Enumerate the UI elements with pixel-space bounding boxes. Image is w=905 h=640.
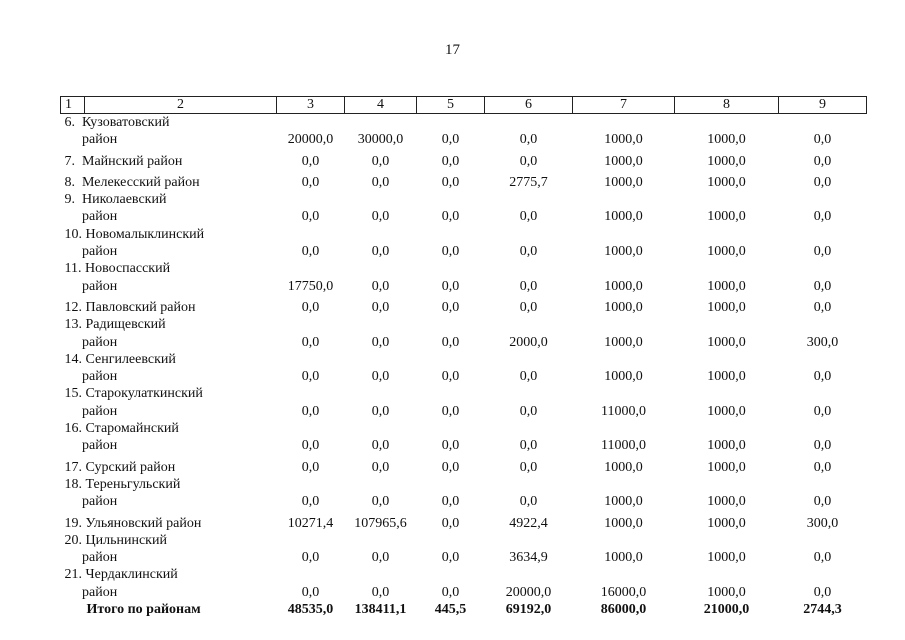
district-name-line: 15. Старокулаткинский — [64, 386, 203, 402]
value-cell-col8: 1000,0 — [707, 153, 746, 169]
column-header: 7 — [573, 97, 675, 114]
district-name-cell — [61, 149, 277, 170]
data-table — [60, 96, 867, 618]
district-name-cell — [61, 476, 277, 511]
table-header — [61, 97, 867, 114]
district-name-cell — [61, 295, 277, 316]
value-cell-col7: 11000,0 — [601, 403, 646, 419]
value-cell-col7: 11000,0 — [601, 438, 646, 454]
value-cell-col7: 1000,0 — [604, 132, 643, 148]
total-value-col7: 86000,0 — [600, 602, 647, 618]
district-name-line: 11. Новоспасский — [64, 261, 171, 277]
column-header: 6 — [485, 97, 573, 114]
table-row — [61, 385, 867, 420]
value-cell-col3: 0,0 — [301, 369, 320, 385]
district-name-cell — [61, 316, 277, 351]
table-row — [61, 351, 867, 386]
value-cell-col8: 1000,0 — [707, 584, 746, 600]
value-cell-col8: 1000,0 — [707, 244, 746, 260]
table-row — [61, 295, 867, 316]
district-name-line: 7. Майнский район — [64, 153, 183, 169]
value-cell-col6: 0,0 — [519, 369, 538, 385]
district-name-line: район — [64, 550, 118, 566]
value-cell-col6: 2000,0 — [509, 334, 548, 350]
value-cell-col4: 0,0 — [371, 244, 390, 260]
value-cell-col3: 0,0 — [301, 153, 320, 169]
district-name-line: 12. Павловский район — [64, 299, 196, 315]
district-name-line: район — [64, 369, 118, 385]
total-value-col6: 69192,0 — [505, 602, 552, 618]
value-cell-col6: 0,0 — [519, 403, 538, 419]
district-name-line: 19. Ульяновский район — [64, 515, 202, 531]
value-cell-col9: 300,0 — [806, 334, 839, 350]
value-cell-col3: 0,0 — [301, 209, 320, 225]
value-cell-col5: 0,0 — [441, 550, 460, 566]
district-name-line: район — [64, 209, 118, 225]
value-cell-col4: 0,0 — [371, 174, 390, 190]
value-cell-col4: 0,0 — [371, 494, 390, 510]
value-cell-col3: 10271,4 — [287, 515, 334, 531]
value-cell-col7: 1000,0 — [604, 494, 643, 510]
total-value-col8: 21000,0 — [703, 602, 750, 618]
value-cell-col5: 0,0 — [441, 174, 460, 190]
value-cell-col9: 0,0 — [813, 550, 832, 566]
value-cell-col5: 0,0 — [441, 494, 460, 510]
district-name-line: 8. Мелекесский район — [64, 174, 200, 190]
value-cell-col7: 16000,0 — [600, 584, 647, 600]
district-name-line: 21. Чердаклинский — [64, 567, 178, 583]
value-cell-col9: 0,0 — [813, 459, 832, 475]
value-cell-col4: 0,0 — [371, 550, 390, 566]
value-cell-col6: 0,0 — [519, 132, 538, 148]
total-label: Итого по районам — [86, 602, 201, 618]
table-row — [61, 170, 867, 191]
value-cell-col5: 0,0 — [441, 209, 460, 225]
header-row — [61, 97, 867, 114]
value-cell-col4: 0,0 — [371, 459, 390, 475]
column-header: 2 — [85, 97, 277, 114]
value-cell-col9: 0,0 — [813, 584, 832, 600]
total-value-col4: 138411,1 — [354, 602, 407, 618]
value-cell-col5: 0,0 — [441, 244, 460, 260]
district-name-line: район — [64, 334, 118, 350]
table-row — [61, 226, 867, 261]
value-cell-col8: 1000,0 — [707, 334, 746, 350]
value-cell-col7: 1000,0 — [604, 244, 643, 260]
data-table-container — [60, 96, 866, 618]
total-value-col9: 2744,3 — [803, 602, 842, 618]
table-row — [61, 149, 867, 170]
value-cell-col6: 0,0 — [519, 244, 538, 260]
value-cell-col4: 0,0 — [371, 438, 390, 454]
value-cell-col5: 0,0 — [441, 369, 460, 385]
value-cell-col6: 0,0 — [519, 299, 538, 315]
value-cell-col7: 1000,0 — [604, 299, 643, 315]
value-cell-col9: 0,0 — [813, 403, 832, 419]
district-name-line: 9. Николаевский — [64, 192, 167, 208]
value-cell-col4: 0,0 — [371, 403, 390, 419]
value-cell-col3: 0,0 — [301, 334, 320, 350]
value-cell-col8: 1000,0 — [707, 403, 746, 419]
district-name-cell — [61, 226, 277, 261]
district-name-line: район — [64, 438, 118, 454]
table-body — [61, 114, 867, 619]
value-cell-col6: 0,0 — [519, 278, 538, 294]
value-cell-col4: 0,0 — [371, 278, 390, 294]
value-cell-col8: 1000,0 — [707, 209, 746, 225]
value-cell-col3: 0,0 — [301, 244, 320, 260]
value-cell-col5: 0,0 — [441, 278, 460, 294]
value-cell-col3: 0,0 — [301, 403, 320, 419]
district-name-cell — [61, 385, 277, 420]
district-name-line: 6. Кузоватовский — [64, 115, 170, 130]
value-cell-col9: 0,0 — [813, 132, 832, 148]
value-cell-col9: 300,0 — [806, 515, 839, 531]
value-cell-col3: 0,0 — [301, 550, 320, 566]
value-cell-col9: 0,0 — [813, 278, 832, 294]
value-cell-col3: 0,0 — [301, 494, 320, 510]
district-name-line: район — [64, 132, 118, 148]
value-cell-col6: 2775,7 — [509, 174, 548, 190]
value-cell-col5: 0,0 — [441, 403, 460, 419]
value-cell-col7: 1000,0 — [604, 153, 643, 169]
table-row — [61, 532, 867, 567]
value-cell-col7: 1000,0 — [604, 459, 643, 475]
value-cell-col7: 1000,0 — [604, 369, 643, 385]
district-name-cell — [61, 511, 277, 532]
value-cell-col8: 1000,0 — [707, 174, 746, 190]
column-header: 1 — [61, 97, 85, 114]
value-cell-col3: 0,0 — [301, 299, 320, 315]
value-cell-col7: 1000,0 — [604, 515, 643, 531]
value-cell-col6: 3634,9 — [509, 550, 548, 566]
table-row — [61, 566, 867, 601]
table-row — [61, 260, 867, 295]
value-cell-col4: 0,0 — [371, 584, 390, 600]
district-name-line: 18. Тереньгульский — [64, 476, 181, 492]
district-name-cell — [61, 260, 277, 295]
table-row — [61, 420, 867, 455]
value-cell-col8: 1000,0 — [707, 515, 746, 531]
table-row — [61, 114, 867, 149]
value-cell-col3: 0,0 — [301, 438, 320, 454]
value-cell-col6: 0,0 — [519, 438, 538, 454]
district-name-cell — [61, 420, 277, 455]
value-cell-col9: 0,0 — [813, 153, 832, 169]
value-cell-col4: 0,0 — [371, 369, 390, 385]
district-name-line: 14. Сенгилеевский — [64, 351, 176, 367]
value-cell-col7: 1000,0 — [604, 550, 643, 566]
value-cell-col9: 0,0 — [813, 438, 832, 454]
value-cell-col5: 0,0 — [441, 334, 460, 350]
value-cell-col8: 1000,0 — [707, 132, 746, 148]
table-row — [61, 191, 867, 226]
table-row — [61, 511, 867, 532]
value-cell-col7: 1000,0 — [604, 209, 643, 225]
value-cell-col9: 0,0 — [813, 174, 832, 190]
value-cell-col8: 1000,0 — [707, 438, 746, 454]
district-name-line: 10. Новомалыклинский — [64, 226, 205, 242]
value-cell-col6: 4922,4 — [509, 515, 548, 531]
value-cell-col5: 0,0 — [441, 459, 460, 475]
value-cell-col9: 0,0 — [813, 244, 832, 260]
value-cell-col7: 1000,0 — [604, 174, 643, 190]
column-header: 9 — [779, 97, 867, 114]
total-value-col5: 445,5 — [434, 602, 467, 618]
value-cell-col8: 1000,0 — [707, 494, 746, 510]
value-cell-col6: 20000,0 — [505, 584, 552, 600]
value-cell-col5: 0,0 — [441, 132, 460, 148]
value-cell-col6: 0,0 — [519, 153, 538, 169]
value-cell-col5: 0,0 — [441, 515, 460, 531]
value-cell-col8: 1000,0 — [707, 278, 746, 294]
value-cell-col9: 0,0 — [813, 209, 832, 225]
table-row — [61, 455, 867, 476]
district-name-cell — [61, 170, 277, 191]
value-cell-col3: 20000,0 — [287, 132, 334, 148]
value-cell-col8: 1000,0 — [707, 369, 746, 385]
district-name-line: район — [64, 403, 118, 419]
district-name-cell — [61, 191, 277, 226]
column-header: 5 — [417, 97, 485, 114]
value-cell-col3: 0,0 — [301, 174, 320, 190]
value-cell-col5: 0,0 — [441, 584, 460, 600]
value-cell-col9: 0,0 — [813, 299, 832, 315]
value-cell-col5: 0,0 — [441, 438, 460, 454]
value-cell-col3: 17750,0 — [287, 278, 334, 294]
district-name-line: 20. Цильнинский — [64, 532, 167, 548]
value-cell-col8: 1000,0 — [707, 459, 746, 475]
table-row — [61, 316, 867, 351]
value-cell-col4: 0,0 — [371, 299, 390, 315]
value-cell-col6: 0,0 — [519, 459, 538, 475]
column-header: 4 — [345, 97, 417, 114]
value-cell-col8: 1000,0 — [707, 550, 746, 566]
district-name-line: район — [64, 278, 118, 294]
district-name-line: 16. Старомайнский — [64, 421, 179, 437]
value-cell-col9: 0,0 — [813, 494, 832, 510]
value-cell-col4: 30000,0 — [357, 132, 404, 148]
column-header: 8 — [675, 97, 779, 114]
total-value-col3: 48535,0 — [287, 602, 334, 618]
value-cell-col4: 0,0 — [371, 334, 390, 350]
district-name-cell — [61, 114, 277, 149]
district-name-cell — [61, 532, 277, 567]
value-cell-col3: 0,0 — [301, 459, 320, 475]
value-cell-col9: 0,0 — [813, 369, 832, 385]
value-cell-col5: 0,0 — [441, 153, 460, 169]
value-cell-col8: 1000,0 — [707, 299, 746, 315]
district-name-line: 17. Сурский район — [64, 459, 176, 475]
value-cell-col4: 107965,6 — [354, 515, 407, 531]
column-header: 3 — [277, 97, 345, 114]
value-cell-col4: 0,0 — [371, 153, 390, 169]
value-cell-col6: 0,0 — [519, 209, 538, 225]
value-cell-col5: 0,0 — [441, 299, 460, 315]
total-row — [61, 601, 867, 618]
district-name-line: район — [64, 494, 118, 510]
value-cell-col3: 0,0 — [301, 584, 320, 600]
value-cell-col7: 1000,0 — [604, 278, 643, 294]
district-name-line: район — [64, 244, 118, 260]
district-name-cell — [61, 566, 277, 601]
page-number: 17 — [445, 42, 460, 58]
district-name-line: район — [64, 584, 118, 600]
value-cell-col4: 0,0 — [371, 209, 390, 225]
district-name-cell — [61, 455, 277, 476]
district-name-line: 13. Радищевский — [64, 317, 166, 333]
table-row — [61, 476, 867, 511]
district-name-cell — [61, 351, 277, 386]
value-cell-col6: 0,0 — [519, 494, 538, 510]
value-cell-col7: 1000,0 — [604, 334, 643, 350]
